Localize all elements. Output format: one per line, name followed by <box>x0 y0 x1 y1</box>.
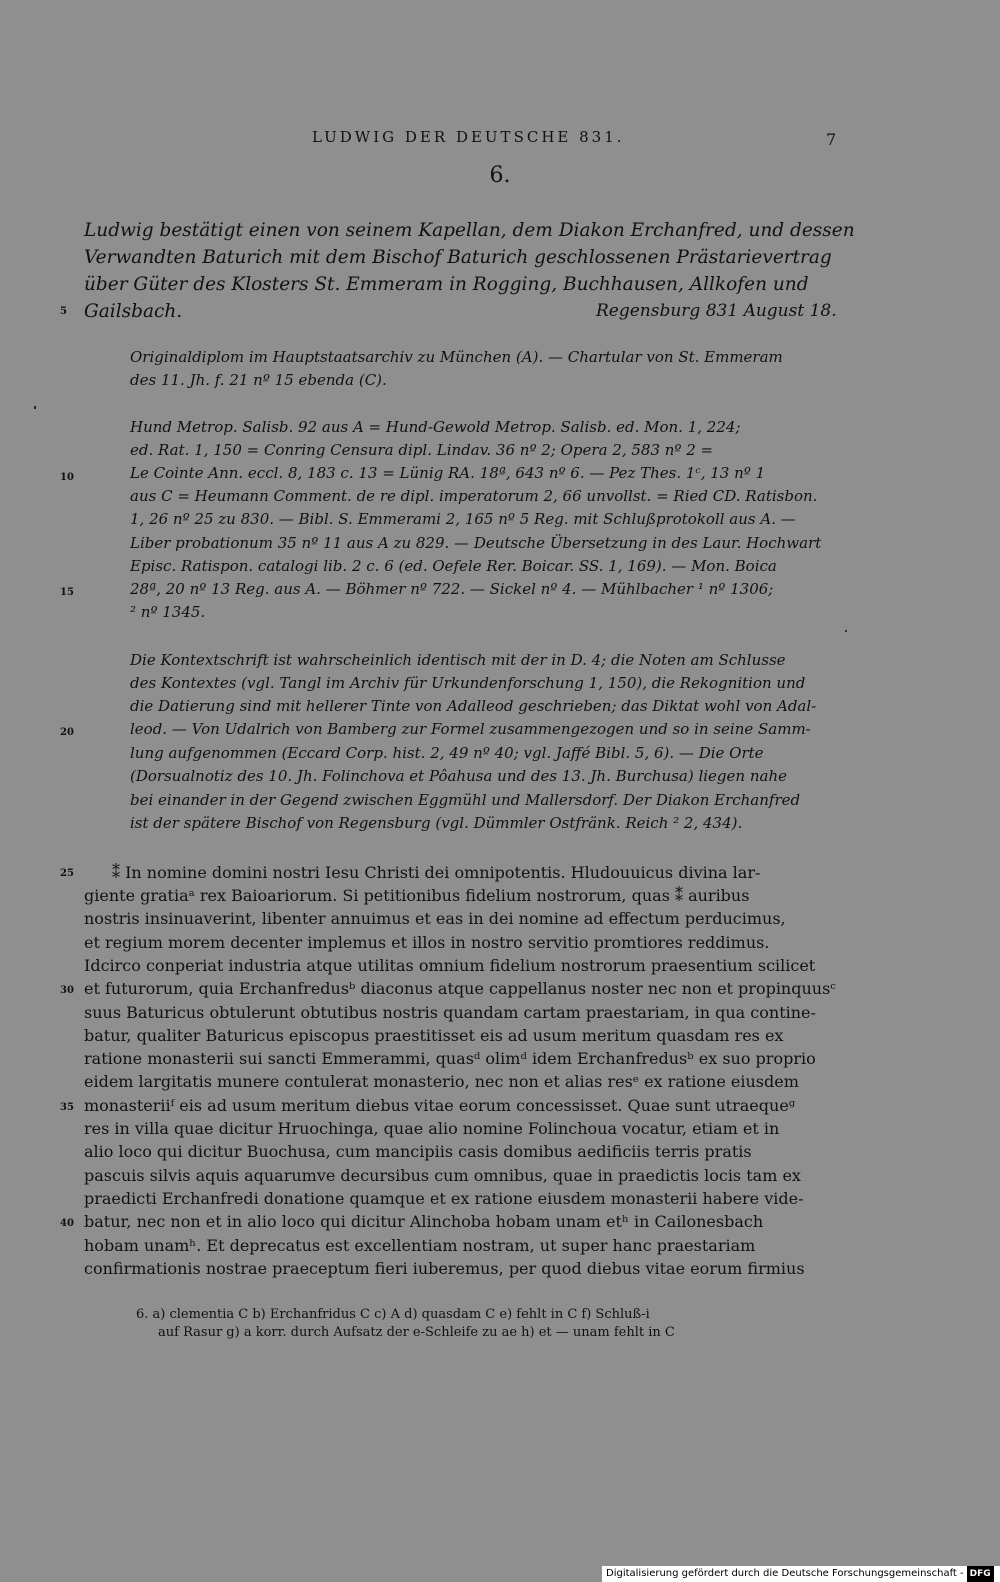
editions-line: 1, 26 nº 25 zu 830. — Bibl. S. Emmerami 2, 165 nº 5 Reg. mit Schlußprotokoll aus A. — <box>130 510 796 528</box>
text-line: alio loco qui dicitur Buochusa, cum mancipiis casis domibus aedificiis terris pratis <box>84 1142 752 1161</box>
commentary-line: bei einander in der Gegend zwischen Eggmühl und Mallersdorf. Der Diakon Erchanfred <box>130 791 801 809</box>
summary-line: Verwandten Baturich mit dem Bischof Baturich geschlossenen Prästarievertrag <box>84 247 832 268</box>
funding-text: Digitalisierung gefördert durch die Deutsche Forschungsgemeinschaft - <box>606 1568 964 1579</box>
scan-speck <box>34 406 36 409</box>
place-date: Regensburg 831 August 18. <box>596 301 837 321</box>
margin-line-number: 30 <box>60 985 74 996</box>
footnote-line: 6. a) clementia C b) Erchanfridus C c) A d) quasdam C e) fehlt in C f) Schluß-i <box>136 1307 650 1322</box>
text-line: eidem largitatis munere contulerat monasterio, nec non et alias resᵉ ex ratione eiusdem <box>84 1072 799 1091</box>
margin-line-number: 15 <box>60 587 74 598</box>
commentary-line: des Kontextes (vgl. Tangl im Archiv für Urkundenforschung 1, 150), die Rekognition und <box>130 674 806 692</box>
commentary-line: Die Kontextschrift ist wahrscheinlich identisch mit der in D. 4; die Noten am Schlusse <box>130 651 786 669</box>
margin-line-number: 35 <box>60 1102 74 1113</box>
text-line: ⁑ In nomine domini nostri Iesu Christi dei omnipotentis. Hludouuicus divina lar- <box>112 863 761 882</box>
text-line: pascuis silvis aquis aquarumve decursibus cum omnibus, quae in praedictis locis tam ex <box>84 1166 801 1185</box>
funding-footer <box>602 1566 1000 1582</box>
text-line: praedicti Erchanfredi donatione quamque et ex ratione eiusdem monasterii habere vide- <box>84 1189 804 1208</box>
editions-line: Liber probationum 35 nº 11 aus A zu 829. — Deutsche Übersetzung in des Laur. Hochwart <box>130 534 822 552</box>
summary-line: über Güter des Klosters St. Emmeram in Rogging, Buchhausen, Allkofen und <box>84 274 809 295</box>
text-line: suus Baturicus obtulerunt obtutibus nostris quandam cartam praestariam, in qua contine- <box>84 1003 816 1022</box>
summary-line: Gailsbach. <box>84 301 183 322</box>
scan-speck <box>845 630 847 632</box>
editions-line: aus C = Heumann Comment. de re dipl. imperatorum 2, 66 unvollst. = Ried CD. Ratisbon. <box>130 487 818 505</box>
footnote-line: auf Rasur g) a korr. durch Aufsatz der e-Schleife zu ae h) et — unam fehlt in C <box>158 1325 675 1340</box>
editions-line: Hund Metrop. Salisb. 92 aus A = Hund-Gewold Metrop. Salisb. ed. Mon. 1, 224; <box>130 418 741 436</box>
running-title: LUDWIG DER DEUTSCHE 831. <box>312 128 625 146</box>
tradition-line: des 11. Jh. f. 21 nº 15 ebenda (C). <box>130 371 387 389</box>
text-line: et regium morem decenter implemus et illos in nostro servitio promtiores reddimus. <box>84 933 770 952</box>
summary-line: Ludwig bestätigt einen von seinem Kapellan, dem Diakon Erchanfred, und dessen <box>84 220 855 241</box>
editions-line: ² nº 1345. <box>130 603 206 621</box>
commentary-line: (Dorsualnotiz des 10. Jh. Folinchova et Pôahusa und des 13. Jh. Burchusa) liegen nahe <box>130 767 787 785</box>
text-line: batur, nec non et in alio loco qui dicitur Alinchoba hobam unam etʰ in Cailonesbach <box>84 1212 764 1231</box>
text-line: monasteriiᶠ eis ad usum meritum diebus vitae eorum concessisset. Quae sunt utraequeᵍ <box>84 1096 796 1115</box>
margin-line-number: 10 <box>60 472 74 483</box>
text-line: hobam unamʰ. Et deprecatus est excellentiam nostram, ut super hanc praestariam <box>84 1236 756 1255</box>
dfg-logo: DFG <box>967 1566 994 1582</box>
margin-line-number: 25 <box>60 868 74 879</box>
commentary-line: leod. — Von Udalrich von Bamberg zur Formel zusammengezogen und so in seine Samm- <box>130 720 811 738</box>
commentary-line: ist der spätere Bischof von Regensburg (vgl. Dümmler Ostfränk. Reich ² 2, 434). <box>130 814 743 832</box>
editions-line: Le Cointe Ann. eccl. 8, 183 c. 13 = Lünig RA. 18ª, 643 nº 6. — Pez Thes. 1ᶜ, 13 nº 1 <box>130 464 766 482</box>
page-number: 7 <box>826 130 837 149</box>
margin-line-number: 20 <box>60 727 74 738</box>
margin-line-number: 40 <box>60 1218 74 1229</box>
commentary-line: lung aufgenommen (Eccard Corp. hist. 2, 49 nº 40; vgl. Jaffé Bibl. 5, 6). — Die Orte <box>130 744 764 762</box>
text-line: nostris insinuaverint, libenter annuimus et eas in dei nomine ad effectum perducimus, <box>84 909 786 928</box>
margin-line-number: 5 <box>60 306 67 317</box>
editions-line: ed. Rat. 1, 150 = Conring Censura dipl. Lindav. 36 nº 2; Opera 2, 583 nº 2 = <box>130 441 714 459</box>
text-line: et futurorum, quia Erchanfredusᵇ diaconus atque cappellanus noster nec non et propinquusᶜ <box>84 979 836 998</box>
editions-line: Episc. Ratispon. catalogi lib. 2 c. 6 (ed. Oefele Rer. Boicar. SS. 1, 169). — Mon. Boica <box>130 557 777 575</box>
text-line: confirmationis nostrae praeceptum fieri iuberemus, per quod diebus vitae eorum firmius <box>84 1259 805 1278</box>
text-line: giente gratiaᵃ rex Baioariorum. Si petitionibus fidelium nostrorum, quas ⁑ auribus <box>84 886 750 905</box>
text-line: batur, qualiter Baturicus episcopus praestitisset eis ad usum meritum quasdam res ex <box>84 1026 784 1045</box>
tradition-line: Originaldiplom im Hauptstaatsarchiv zu München (A). — Chartular von St. Emmeram <box>130 348 783 366</box>
text-line: res in villa quae dicitur Hruochinga, quae alio nomine Folinchoua vocatur, etiam et in <box>84 1119 780 1138</box>
text-line: Idcirco conperiat industria atque utilitas omnium fidelium nostrorum praesentium scilicet <box>84 956 816 975</box>
document-number: 6. <box>489 163 511 188</box>
commentary-line: die Datierung sind mit hellerer Tinte von Adalleod geschrieben; das Diktat wohl von Adal- <box>130 697 817 715</box>
text-line: ratione monasterii sui sancti Emmerammi, quasᵈ olimᵈ idem Erchanfredusᵇ ex suo proprio <box>84 1049 816 1068</box>
editions-line: 28ª, 20 nº 13 Reg. aus A. — Böhmer nº 722. — Sickel nº 4. — Mühlbacher ¹ nº 1306; <box>130 580 774 598</box>
